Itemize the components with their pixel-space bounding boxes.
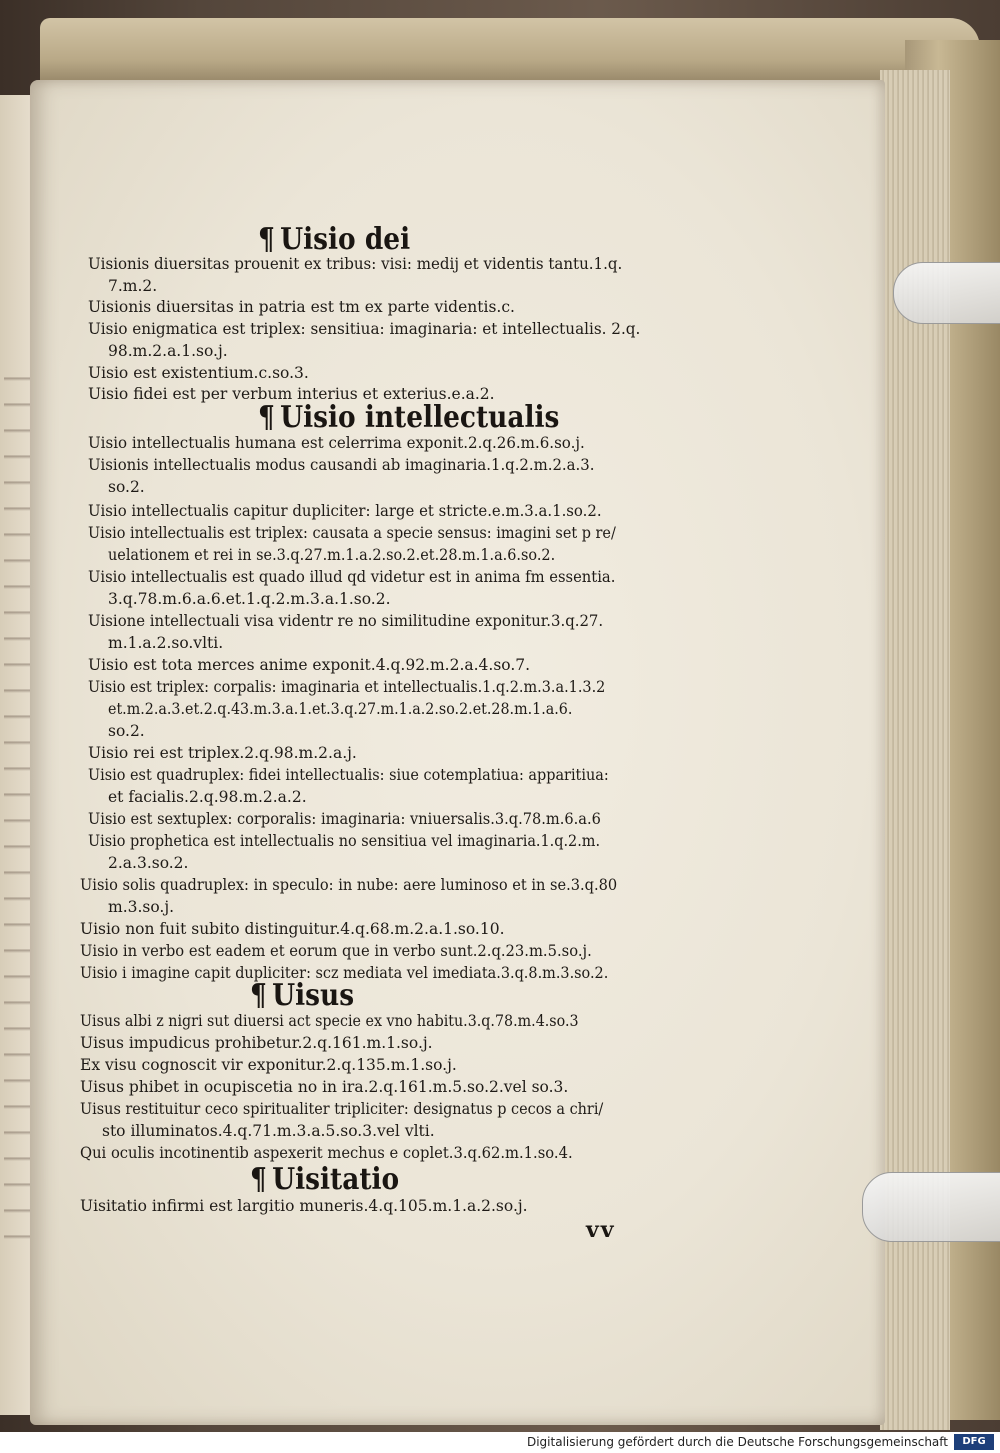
section-heading: ¶ Uisio intellectualis	[258, 400, 560, 435]
index-entry: m.3.so.j.	[108, 898, 175, 916]
index-entry: Uisionis diuersitas in patria est tm ex parte videntis.c.	[88, 298, 515, 316]
pilcrow-icon: ¶	[258, 222, 275, 257]
funding-credit: Digitalisierung gefördert durch die Deutsche Forschungsgemeinschaft	[526, 1435, 948, 1449]
index-entry: Uisio in verbo est eadem et eorum que in verbo sunt.2.q.23.m.5.so.j.	[80, 942, 592, 960]
index-entry: Uisione intellectuali visa videntr re no similitudine exponitur.3.q.27.	[88, 612, 604, 630]
index-entry: 2.a.3.so.2.	[108, 854, 189, 872]
index-entry: Uisitatio infirmi est largitio muneris.4.q.105.m.1.a.2.so.j.	[80, 1197, 528, 1215]
footer-bar	[0, 1432, 1000, 1453]
index-entry: Ex visu cognoscit vir exponitur.2.q.135.m.1.so.j.	[80, 1056, 457, 1074]
index-entry: Uisio rei est triplex.2.q.98.m.2.a.j.	[88, 744, 357, 762]
index-entry: Uisionis intellectualis modus causandi ab imaginaria.1.q.2.m.2.a.3.	[88, 456, 595, 474]
index-entry: m.1.a.2.so.vlti.	[108, 634, 224, 652]
index-entry: Uisio prophetica est intellectualis no sensitiua vel imaginaria.1.q.2.m.	[88, 832, 601, 850]
index-entry: Uisio intellectualis capitur dupliciter: large et stricte.e.m.3.a.1.so.2.	[88, 502, 602, 520]
index-entry: Uisus albi z nigri sut diuersi act specie ex vno habitu.3.q.78.m.4.so.3	[80, 1012, 579, 1030]
index-entry: et.m.2.a.3.et.2.q.43.m.3.a.1.et.3.q.27.m.1.a.2.so.2.et.28.m.1.a.6.	[108, 700, 573, 718]
index-entry: Uisus restituitur ceco spiritualiter tripliciter: designatus p cecos a chri/	[80, 1100, 604, 1118]
index-entry: Uisio est sextuplex: corporalis: imaginaria: vniuersalis.3.q.78.m.6.a.6	[88, 810, 601, 828]
index-entry: et facialis.2.q.98.m.2.a.2.	[108, 788, 307, 806]
book-board-top	[40, 18, 980, 88]
section-heading: ¶ Uisitatio	[250, 1162, 400, 1197]
index-entry: Uisio est quadruplex: fidei intellectualis: siue cotemplatiua: apparitiua:	[88, 766, 609, 784]
section-heading: ¶ Uisio dei	[258, 222, 411, 257]
index-entry: uelationem et rei in se.3.q.27.m.1.a.2.so.2.et.28.m.1.a.6.so.2.	[108, 546, 556, 564]
index-entry: Uisio intellectualis humana est celerrima exponit.2.q.26.m.6.so.j.	[88, 434, 585, 452]
index-entry: Uisionis diuersitas prouenit ex tribus: visi: medij et videntis tantu.1.q.	[88, 255, 623, 273]
index-entry: 7.m.2.	[108, 277, 158, 295]
index-entry: Uisus impudicus prohibetur.2.q.161.m.1.so.j.	[80, 1034, 433, 1052]
pilcrow-icon: ¶	[250, 978, 267, 1013]
section-heading: ¶ Uisus	[250, 978, 355, 1013]
index-entry: Uisio est triplex: corpalis: imaginaria et intellectualis.1.q.2.m.3.a.1.3.2	[88, 678, 606, 696]
pilcrow-icon: ¶	[250, 1162, 267, 1197]
page-holder-clip-bottom	[862, 1172, 1000, 1242]
index-entry: 98.m.2.a.1.so.j.	[108, 342, 228, 360]
index-entry: Uisio i imagine capit dupliciter: scz mediata vel imediata.3.q.8.m.3.so.2.	[80, 964, 609, 982]
index-entry: 3.q.78.m.6.a.6.et.1.q.2.m.3.a.1.so.2.	[108, 590, 391, 608]
index-entry: so.2.	[108, 722, 145, 740]
index-entry: so.2.	[108, 478, 145, 496]
pilcrow-icon: ¶	[258, 400, 275, 435]
catchword: vv	[586, 1217, 616, 1243]
index-entry: Uisio intellectualis est quado illud qd videtur est in anima fm essentia.	[88, 568, 616, 586]
index-entry: Uisio fidei est per verbum interius et exterius.e.a.2.	[88, 385, 495, 403]
index-entry: sto illuminatos.4.q.71.m.3.a.5.so.3.vel vlti.	[102, 1122, 435, 1140]
index-entry: Uisus phibet in ocupiscetia no in ira.2.q.161.m.5.so.2.vel so.3.	[80, 1078, 569, 1096]
index-entry: Uisio est tota merces anime exponit.4.q.92.m.2.a.4.so.7.	[88, 656, 531, 674]
index-entry: Uisio non fuit subito distinguitur.4.q.68.m.2.a.1.so.10.	[80, 920, 505, 938]
dfg-logo: DFG	[954, 1434, 994, 1450]
index-entry: Uisio enigmatica est triplex: sensitiua: imaginaria: et intellectualis. 2.q.	[88, 320, 641, 338]
index-entry: Uisio intellectualis est triplex: causata a specie sensus: imagini set p re/	[88, 524, 616, 542]
index-entry: Qui oculis incotinentib aspexerit mechus e coplet.3.q.62.m.1.so.4.	[80, 1144, 573, 1162]
index-entry: Uisio solis quadruplex: in speculo: in nube: aere luminoso et in se.3.q.80	[80, 876, 618, 894]
page-holder-clip-top	[893, 262, 1000, 324]
index-entry: Uisio est existentium.c.so.3.	[88, 364, 309, 382]
